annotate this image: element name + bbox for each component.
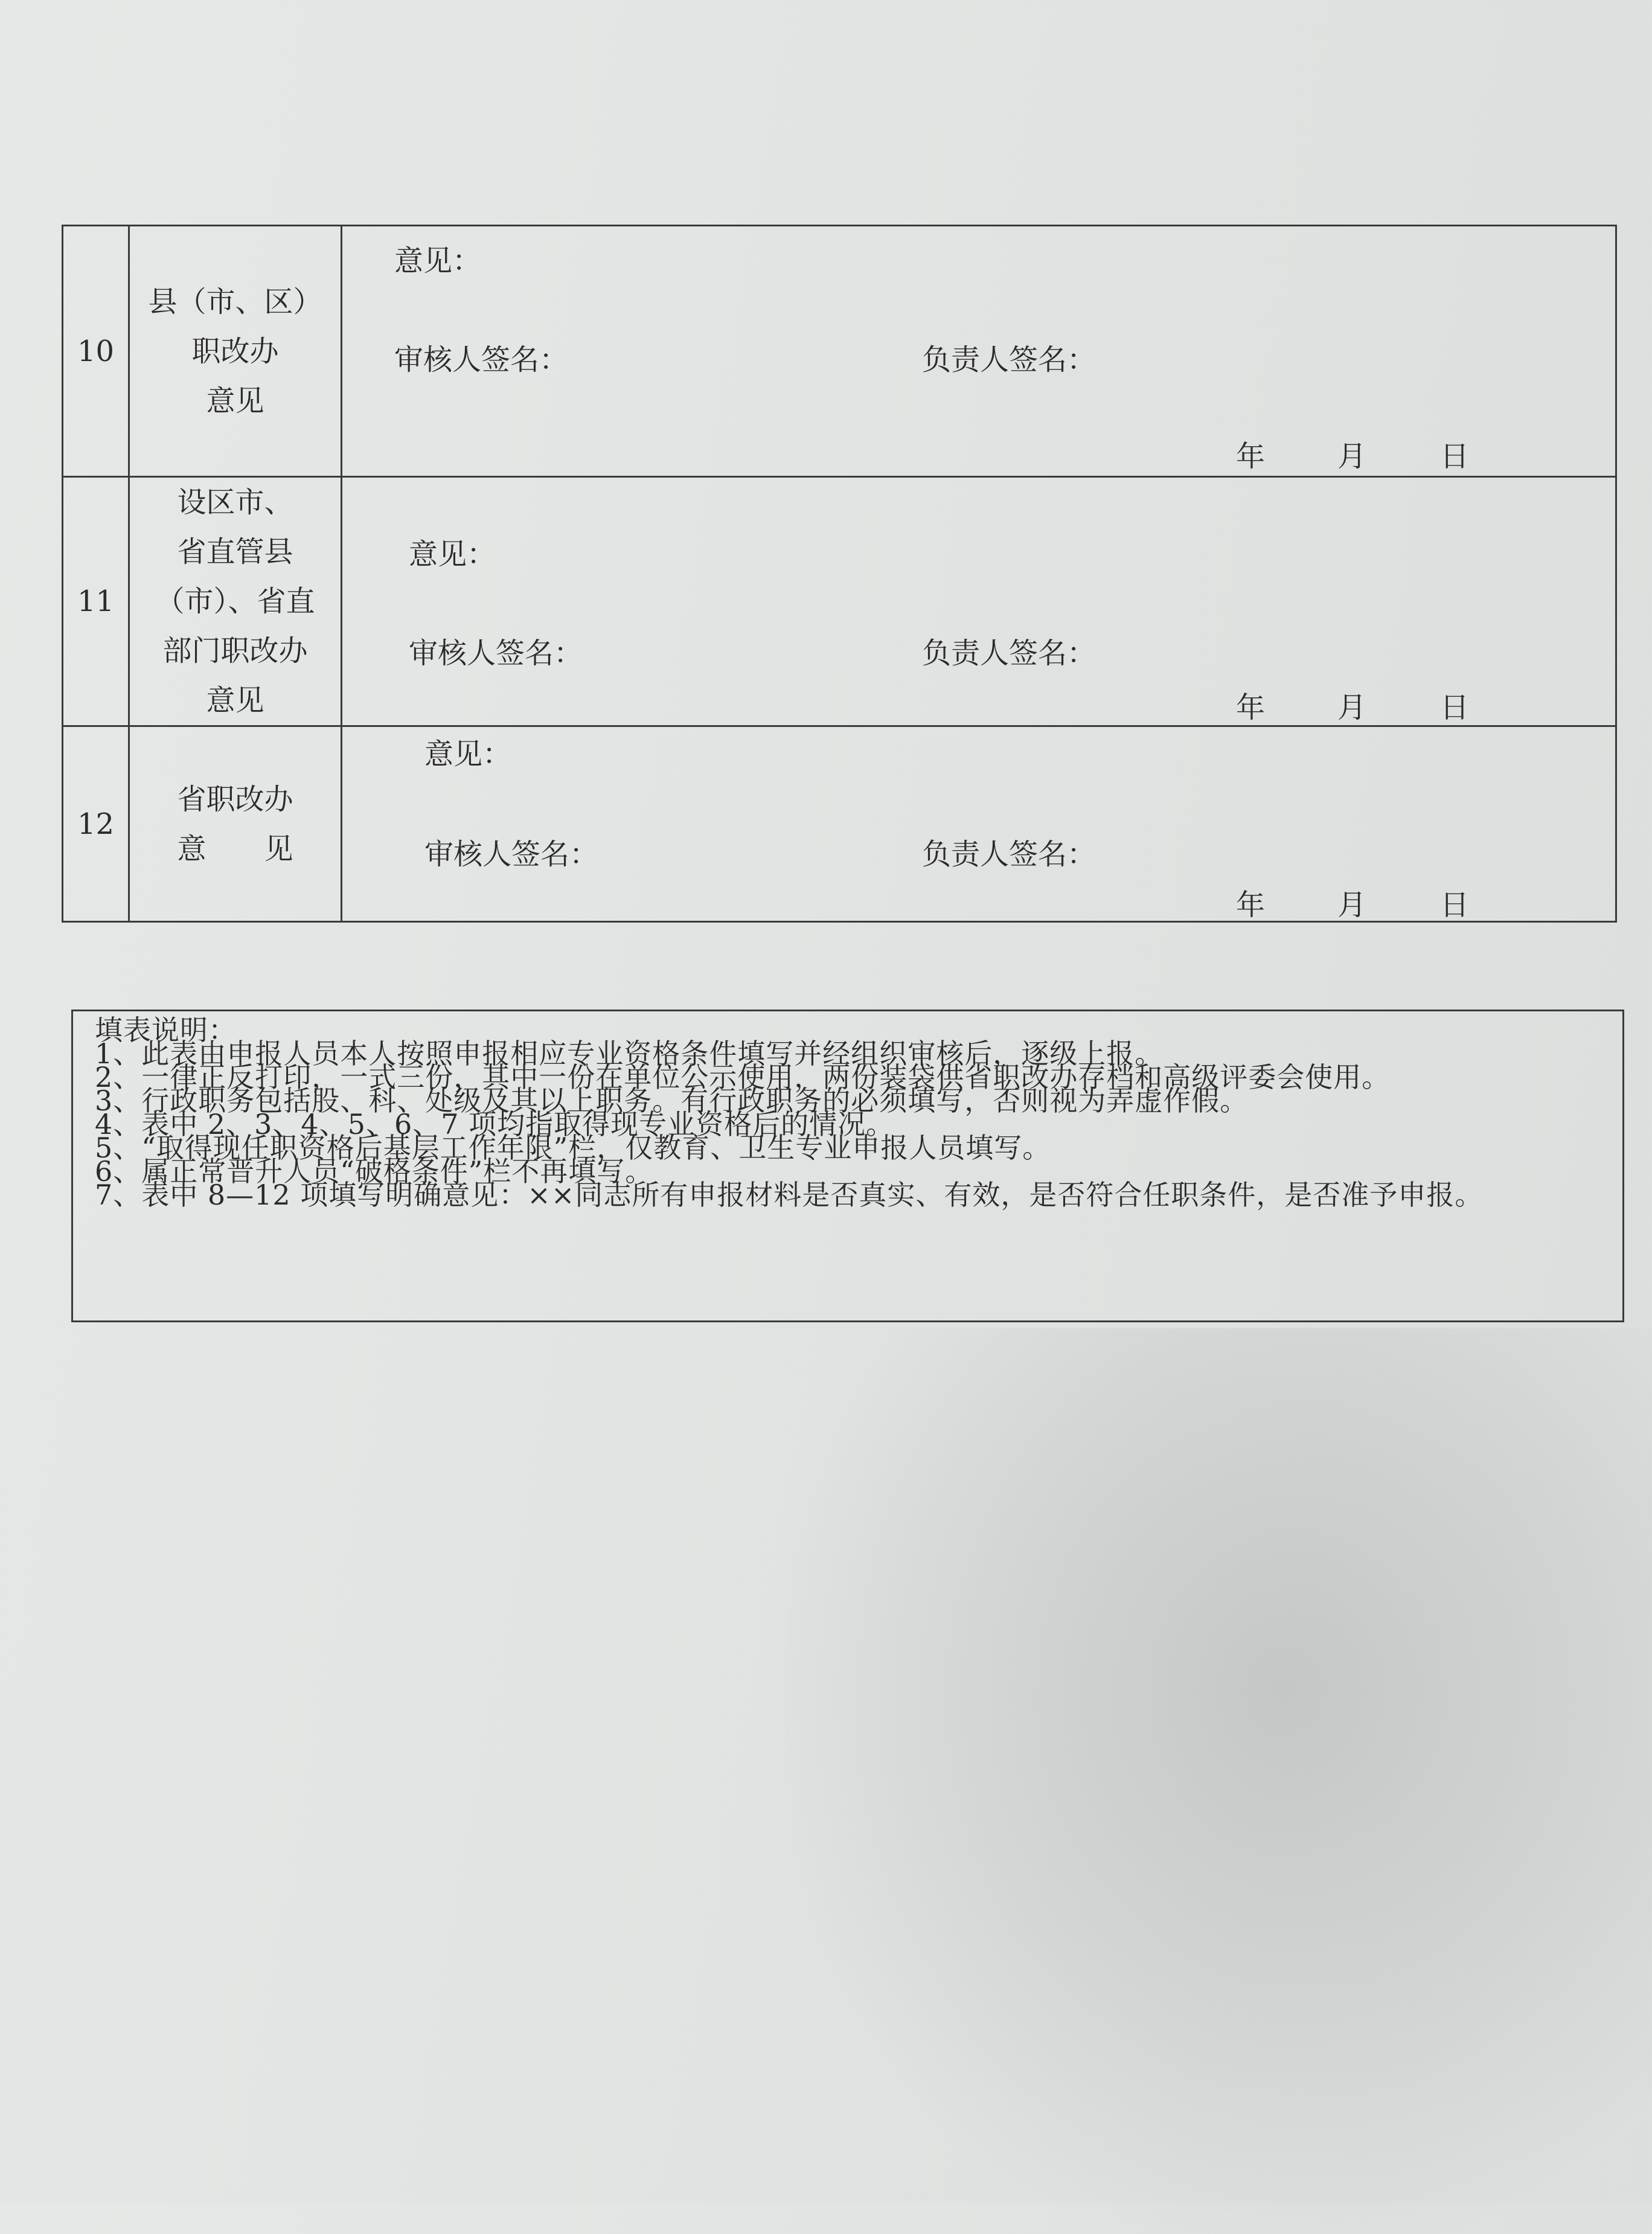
leader-signature-label: 负责人签名： bbox=[922, 343, 1097, 377]
date-year: 年 bbox=[1236, 888, 1266, 922]
date-month: 月 bbox=[1337, 888, 1367, 922]
opinion-cell[interactable] bbox=[342, 226, 1616, 477]
opinion-cell[interactable] bbox=[342, 477, 1616, 726]
unit-line: 部门职改办 bbox=[162, 634, 308, 668]
row-number: 11 bbox=[63, 477, 129, 726]
date-day: 日 bbox=[1440, 691, 1470, 725]
reviewer-signature-label: 审核人签名： bbox=[394, 343, 569, 377]
unit-line: 设区市、 bbox=[177, 485, 293, 519]
approval-row-11 bbox=[63, 477, 1616, 726]
approving-unit bbox=[129, 226, 342, 477]
instruction-item: 2、一律正反打印，一式三份，其中一份在单位公示使用，两份装袋供省职改办存档和高级评委会使用。 bbox=[95, 1061, 1391, 1093]
date-year: 年 bbox=[1236, 440, 1266, 473]
date-day: 日 bbox=[1440, 888, 1470, 922]
date-month: 月 bbox=[1337, 440, 1367, 473]
instruction-item: 1、此表由申报人员本人按照申报相应专业资格条件填写并经组织审核后，逐级上报。 bbox=[95, 1037, 1164, 1070]
unit-line: 省职改办 bbox=[177, 782, 293, 816]
instruction-item: 7、表中 8—12 项填写明确意见：××同志所有申报材料是否真实、有效，是否符合任职条件，是否准予申报。 bbox=[95, 1179, 1484, 1211]
unit-line: 意见 bbox=[206, 383, 264, 418]
approval-row-12 bbox=[63, 726, 1616, 922]
opinion-cell[interactable] bbox=[342, 726, 1616, 922]
filling-instructions bbox=[71, 1010, 1624, 1322]
row-number: 12 bbox=[63, 726, 129, 922]
unit-line: 意 见 bbox=[177, 831, 293, 866]
date-month: 月 bbox=[1337, 691, 1367, 725]
unit-line: 职改办 bbox=[191, 334, 279, 368]
instruction-item: 6、属正常晋升人员“破格条件”栏不再填写。 bbox=[95, 1155, 654, 1188]
opinion-label: 意见： bbox=[394, 244, 482, 278]
approving-unit bbox=[129, 477, 342, 726]
leader-signature-label: 负责人签名： bbox=[922, 636, 1097, 670]
instruction-item: 5、“取得现任职资格后基层工作年限”栏，仅教育、卫生专业申报人员填写。 bbox=[95, 1131, 1051, 1164]
opinion-label: 意见： bbox=[409, 537, 496, 571]
unit-line: 意见 bbox=[206, 683, 264, 717]
date-day: 日 bbox=[1440, 440, 1470, 473]
row-number: 10 bbox=[63, 226, 129, 477]
approving-unit bbox=[129, 726, 342, 922]
opinion-label: 意见： bbox=[424, 737, 512, 771]
unit-line: 县（市、区） bbox=[148, 284, 322, 319]
unit-line: 省直管县 bbox=[177, 535, 293, 569]
instructions-title: 填表说明： bbox=[95, 1014, 237, 1046]
unit-line: （市）、省直 bbox=[155, 584, 315, 618]
approval-row-10 bbox=[63, 226, 1616, 477]
paper-shadow bbox=[785, 1328, 1652, 2234]
instruction-item: 4、表中 2、3、4、5、6、7 项均指取得现专业资格后的情况。 bbox=[95, 1108, 895, 1141]
leader-signature-label: 负责人签名： bbox=[922, 837, 1097, 871]
date-year: 年 bbox=[1236, 691, 1266, 725]
reviewer-signature-label: 审核人签名： bbox=[409, 636, 583, 670]
approval-table bbox=[62, 225, 1617, 923]
reviewer-signature-label: 审核人签名： bbox=[424, 837, 599, 871]
instruction-item: 3、行政职务包括股、科、处级及其以上职务。有行政职务的必须填写，否则视为弄虚作假。 bbox=[95, 1084, 1249, 1117]
